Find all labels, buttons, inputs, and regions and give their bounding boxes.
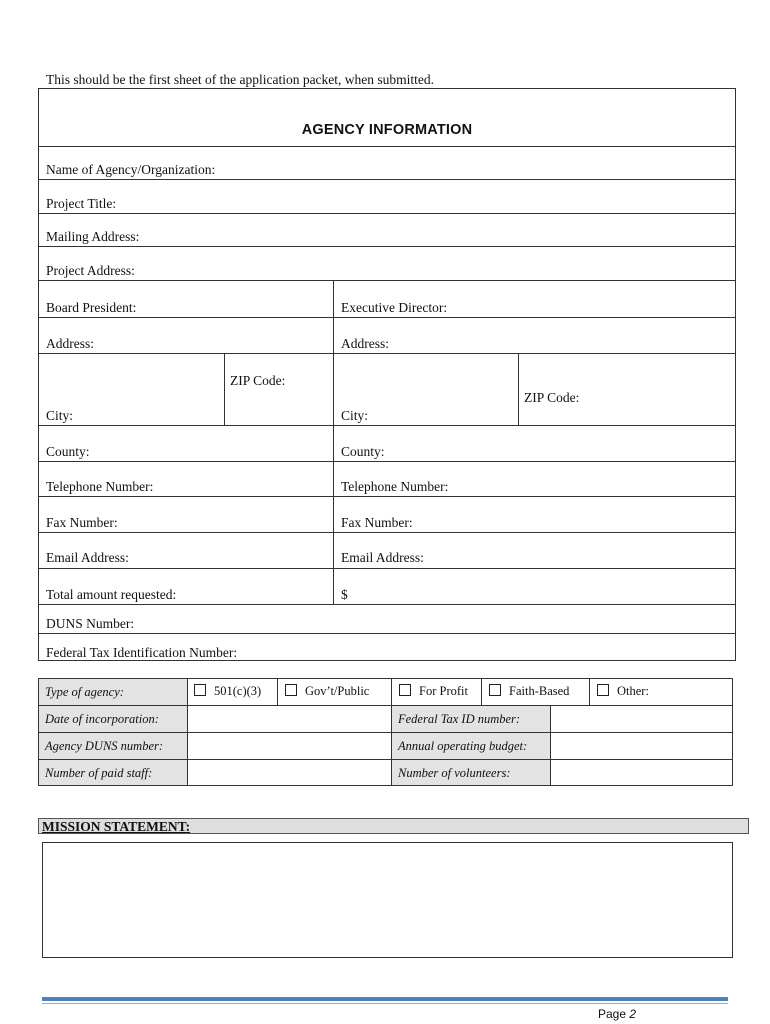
zip-divider (518, 353, 519, 425)
date-incorporation-label: Date of incorporation: (45, 712, 159, 726)
row-divider (39, 317, 735, 318)
row-divider (39, 425, 735, 426)
federal-tax-id-field[interactable]: Federal Tax Identification Number: (46, 645, 238, 660)
agency-name-field[interactable]: Name of Agency/Organization: (46, 162, 216, 177)
row-divider (39, 496, 735, 497)
date-incorporation-input[interactable] (188, 706, 390, 731)
president-zip-field[interactable]: ZIP Code: (230, 373, 286, 388)
checkbox-icon[interactable] (597, 684, 609, 696)
option-other[interactable]: Other: (597, 684, 649, 699)
federal-tax-id-number-label: Federal Tax ID number: (398, 712, 521, 726)
president-telephone-field[interactable]: Telephone Number: (46, 479, 154, 494)
agency-duns-input[interactable] (188, 733, 390, 758)
column-divider (481, 679, 482, 705)
volunteers-label: Number of volunteers: (398, 766, 511, 780)
checkbox-icon[interactable] (399, 684, 411, 696)
option-faith-based[interactable]: Faith-Based (489, 684, 569, 699)
total-requested-field[interactable]: $ (341, 587, 348, 602)
row-divider (39, 633, 735, 634)
row-divider (39, 604, 735, 605)
row-divider (39, 146, 735, 147)
row-divider (39, 179, 735, 180)
president-county-field[interactable]: County: (46, 444, 90, 459)
checkbox-icon[interactable] (489, 684, 501, 696)
option-govt-public[interactable]: Gov’t/Public (285, 684, 369, 699)
option-for-profit[interactable]: For Profit (399, 684, 468, 699)
checkbox-icon[interactable] (194, 684, 206, 696)
row-divider (39, 213, 735, 214)
row-divider (39, 568, 735, 569)
mission-statement-header (38, 818, 749, 834)
federal-tax-id-input[interactable] (551, 706, 731, 731)
row-divider (39, 353, 735, 354)
agency-duns-label: Agency DUNS number: (45, 739, 164, 753)
column-divider (333, 280, 334, 604)
project-address-field[interactable]: Project Address: (46, 263, 135, 278)
duns-field[interactable]: DUNS Number: (46, 616, 135, 631)
checkbox-icon[interactable] (285, 684, 297, 696)
page-number: Page 2 (598, 1007, 637, 1021)
agency-information-table (38, 88, 736, 661)
volunteers-input[interactable] (551, 760, 731, 784)
director-county-field[interactable]: County: (341, 444, 385, 459)
column-divider (391, 679, 392, 785)
president-email-field[interactable]: Email Address: (46, 550, 129, 565)
agency-info-title: AGENCY INFORMATION (301, 122, 473, 138)
paid-staff-label: Number of paid staff: (45, 766, 153, 780)
agency-type-table (38, 678, 733, 786)
director-address-field[interactable]: Address: (341, 336, 389, 351)
executive-director-field[interactable]: Executive Director: (341, 300, 448, 315)
zip-divider (224, 353, 225, 425)
board-president-field[interactable]: Board President: (46, 300, 137, 315)
director-city-field[interactable]: City: (341, 408, 369, 423)
director-telephone-field[interactable]: Telephone Number: (341, 479, 449, 494)
total-requested-label: Total amount requested: (46, 587, 177, 602)
option-501c3[interactable]: 501(c)(3) (194, 684, 261, 699)
annual-budget-label: Annual operating budget: (398, 739, 528, 753)
column-divider (589, 679, 590, 705)
annual-budget-input[interactable] (551, 733, 731, 758)
footer-rule-thin (42, 1003, 728, 1004)
type-of-agency-label: Type of agency: (45, 685, 124, 699)
page-number-value: 2 (629, 1007, 637, 1021)
row-divider (39, 532, 735, 533)
mission-statement-input[interactable] (42, 842, 733, 958)
mailing-address-field[interactable]: Mailing Address: (46, 229, 140, 244)
mission-statement-title: MISSION STATEMENT: (42, 819, 191, 834)
president-city-field[interactable]: City: (46, 408, 74, 423)
director-zip-field[interactable]: ZIP Code: (524, 390, 580, 405)
row-divider (39, 461, 735, 462)
paid-staff-input[interactable] (188, 760, 390, 784)
footer-rule (42, 997, 728, 1001)
director-email-field[interactable]: Email Address: (341, 550, 424, 565)
president-address-field[interactable]: Address: (46, 336, 94, 351)
director-fax-field[interactable]: Fax Number: (341, 515, 413, 530)
intro-note: This should be the first sheet of the application packet, when submitted. (46, 72, 435, 87)
president-fax-field[interactable]: Fax Number: (46, 515, 118, 530)
column-divider (277, 679, 278, 705)
project-title-field[interactable]: Project Title: (46, 196, 117, 211)
row-divider (39, 280, 735, 281)
row-divider (39, 246, 735, 247)
